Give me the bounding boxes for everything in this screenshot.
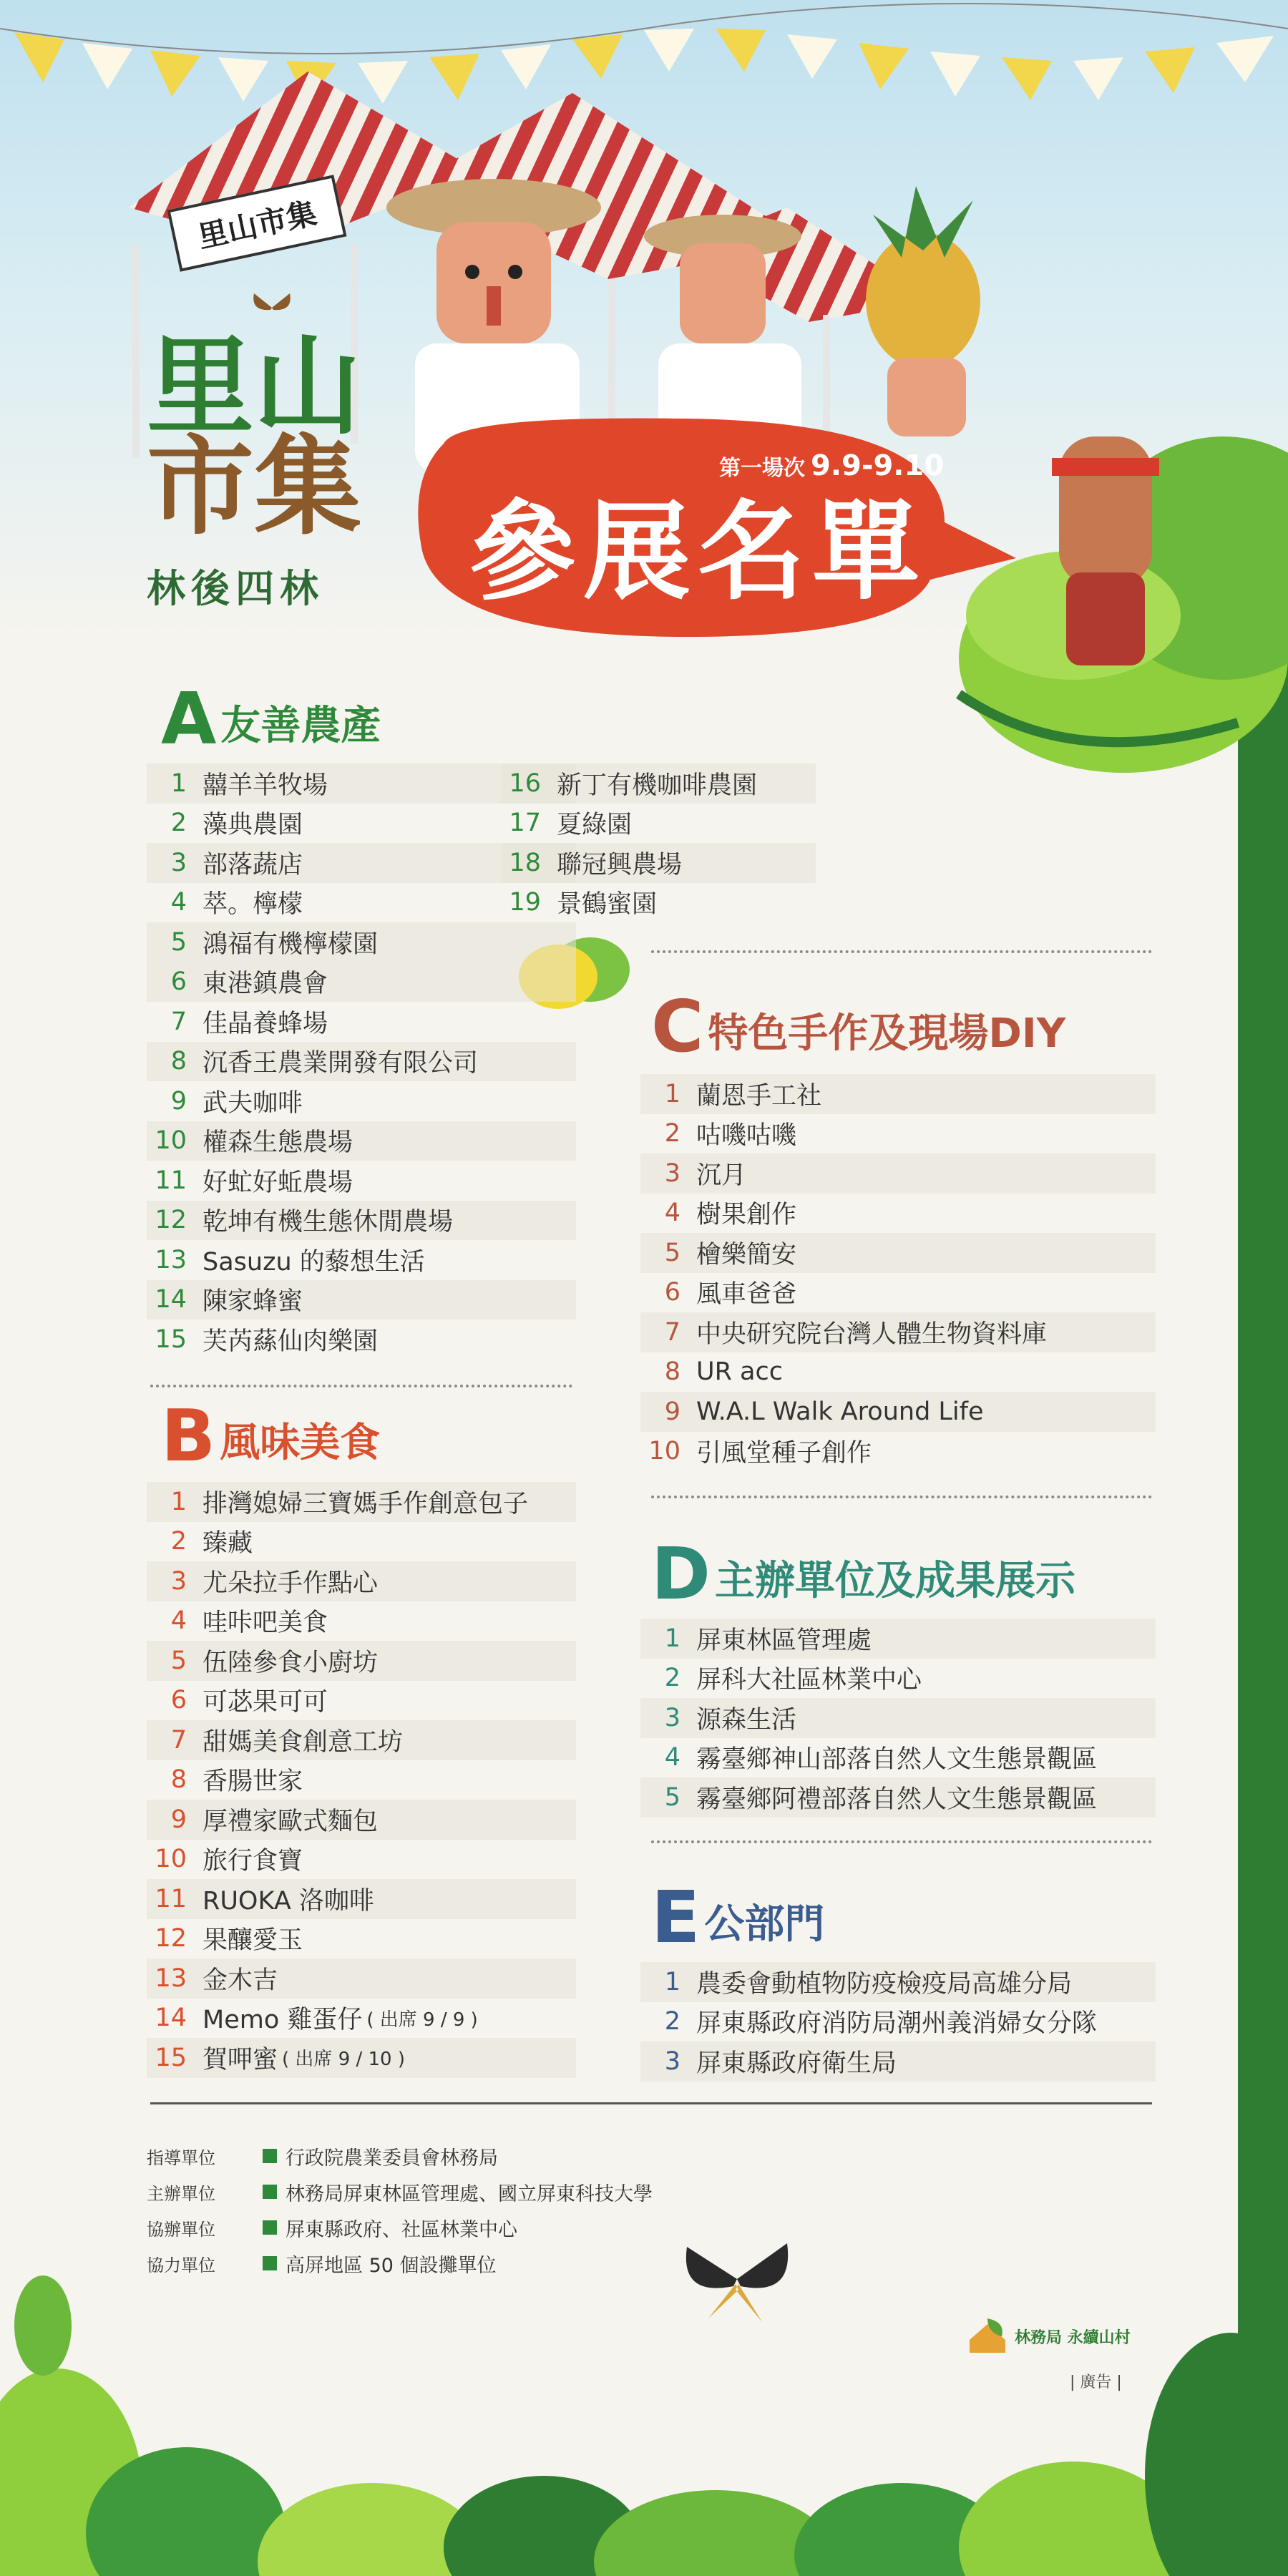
list-item [640,1312,1156,1352]
item-number: 3 [664,1703,680,1732]
event-date-range: 9.9-9.10 [811,449,945,482]
section-b-name: 風味美食 [220,1420,381,1466]
list-item [147,1601,576,1641]
item-number: 13 [155,1963,187,1993]
section-b-list [147,1482,576,2078]
divider [150,1385,572,1387]
item-number: 6 [664,1278,680,1307]
list-item [147,1561,576,1601]
credit-value: 高屏地區 50 個設攤單位 [286,2254,497,2277]
item-number: 15 [155,2043,187,2072]
item-name: 鴻福有機檸檬園 [203,930,379,959]
item-name: Memo 雞蛋仔 [203,2006,363,2035]
section-a-list-2 [147,962,576,1360]
credit-row [147,2174,653,2210]
item-name: 囍羊羊牧場 [203,771,328,800]
item-name: 厚禮家歐式麵包 [203,1807,379,1836]
item-name: 檜樂簡安 [696,1240,797,1269]
item-name: 景鶴蜜園 [557,890,658,919]
item-number: 7 [170,1725,187,1755]
credit-value: 林務局屏東林區管理處、國立屏東科技大學 [286,2182,653,2205]
item-name: 武夫咖啡 [203,1088,303,1118]
item-number: 3 [170,1566,187,1596]
item-name: 果釀愛玉 [203,1926,303,1956]
credit-value: 屏東縣政府、社區林業中心 [286,2218,517,2241]
item-name: 可苾果可可 [203,1688,328,1717]
section-b-letter: B [161,1394,216,1478]
item-name: 引風堂種子創作 [696,1439,872,1468]
list-item [147,1958,576,1999]
item-number: 5 [664,1782,680,1812]
item-number: 6 [170,1686,187,1715]
item-number: 3 [664,2046,680,2076]
list-item [640,1432,1156,1472]
section-c-list [640,1074,1156,1471]
item-number: 4 [664,1743,680,1772]
section-a-title [161,677,381,761]
logo-subtitle: 林後四林 [147,566,324,611]
item-name: 甜媽美食創意工坊 [203,1727,404,1757]
brand-name: 林務局 永續山村 [1015,2328,1131,2347]
section-d-name: 主辦單位及成果展示 [715,1558,1076,1604]
list-item [147,1042,576,1082]
item-note: ( 出席 9 / 9 ) [366,2009,478,2031]
section-d-title [651,1532,1076,1616]
section-e-list [640,1962,1156,2082]
item-name: 夏綠園 [557,811,633,840]
list-item [501,804,816,844]
item-number: 17 [509,809,541,838]
item-number: 14 [155,1285,187,1314]
item-number: 9 [170,1086,187,1116]
item-name: 東港鎮農會 [203,970,328,999]
item-name: 萃。檸檬 [203,890,303,919]
section-a-name: 友善農產 [220,703,381,749]
item-name: 屏東縣政府衛生局 [696,2049,897,2078]
list-item [640,2002,1156,2042]
item-name: 金木吉 [203,1966,278,1995]
list-item [147,1240,576,1280]
list-item [147,1641,576,1681]
list-item [640,1233,1156,1273]
item-name: 霧臺鄉神山部落自然人文生態景觀區 [696,1745,1098,1775]
credit-label: 主辦單位 [147,2183,215,2204]
item-name: 臻藏 [203,1529,253,1558]
item-number: 4 [170,1606,187,1636]
square-bullet-icon [263,2149,277,2163]
item-name: 佳晶養蜂場 [203,1009,328,1038]
item-name: 屏科大社區林業中心 [696,1666,922,1695]
item-number: 1 [170,769,187,798]
item-name: 屏東林區管理處 [696,1626,872,1655]
item-number: 5 [664,1238,680,1267]
ad-label: | 廣告 | [1070,2373,1122,2391]
item-number: 15 [155,1324,187,1354]
section-e-letter: E [651,1875,701,1959]
item-number: 5 [170,1646,187,1675]
credit-row [147,2138,653,2174]
tent-sign-text: 里山市集 [195,195,320,255]
item-number: 10 [155,1845,187,1874]
list-item [147,1840,576,1880]
item-name: 新丁有機咖啡農園 [557,771,758,800]
item-name: 旅行食寶 [203,1847,303,1876]
item-number: 14 [155,2004,187,2033]
item-number: 2 [664,1664,680,1693]
item-number: 7 [664,1317,680,1347]
square-bullet-icon [263,2220,277,2235]
item-name: 哇咔吧美食 [203,1609,328,1638]
item-number: 2 [170,1527,187,1556]
item-name: 部落蔬店 [203,850,303,879]
section-d-letter: D [651,1532,711,1616]
credit-label: 協辦單位 [147,2219,215,2240]
item-name: 中央研究院台灣人體生物資料庫 [696,1319,1048,1349]
item-number: 12 [155,1924,187,1953]
item-number: 18 [509,848,541,877]
list-item [147,2038,576,2078]
section-e-name: 公部門 [704,1901,825,1948]
section-e-title [651,1875,825,1959]
list-item [147,1319,576,1360]
page-title: 參展名單 [469,490,927,615]
list-item [147,962,576,1002]
item-name: 藻典農園 [203,811,303,840]
list-item [147,1002,576,1042]
list-item [147,1522,576,1562]
item-number: 2 [170,809,187,838]
item-number: 4 [664,1199,680,1228]
section-a-letter: A [161,677,217,761]
section-b-title [161,1394,381,1478]
list-item [147,1121,576,1161]
item-name: 權森生態農場 [203,1128,353,1158]
list-item [147,1919,576,1959]
list-item [147,1760,576,1800]
item-name: 沉香王農業開發有限公司 [203,1049,479,1078]
item-name: UR acc [696,1357,783,1387]
list-item [147,1800,576,1840]
item-name: 咕嘰咕嘰 [696,1121,797,1151]
foliage-illustration [0,2261,1288,2576]
item-number: 7 [170,1007,187,1036]
list-item [640,1777,1156,1818]
item-name: 陳家蜂蜜 [203,1287,303,1317]
list-item [147,1201,576,1241]
item-number: 16 [509,769,541,798]
credits-block [147,2138,653,2281]
butterfly-icon [250,290,293,326]
item-name: 排灣媳婦三寶媽手作創意包子 [203,1489,529,1518]
list-item [147,1681,576,1721]
section-d-list [640,1619,1156,1818]
item-number: 11 [155,1884,187,1913]
item-name: W.A.L Walk Around Life [696,1397,984,1426]
item-number: 3 [170,848,187,877]
item-number: 1 [664,1624,680,1653]
item-name: 樹果創作 [696,1201,797,1230]
credit-label: 協力單位 [147,2255,215,2275]
item-number: 1 [664,1079,680,1108]
item-note: ( 出席 9 / 10 ) [282,2049,406,2071]
item-number: 9 [170,1805,187,1834]
list-item [640,1114,1156,1154]
item-name: RUOKA 洛咖啡 [203,1886,374,1916]
item-number: 10 [648,1437,680,1466]
list-item [501,843,816,883]
list-item [640,1194,1156,1234]
item-name: 沉月 [696,1161,747,1190]
list-item [640,1962,1156,2002]
list-item [147,922,576,962]
tree-illustration [887,429,1288,2576]
list-item [147,1081,576,1121]
item-name: 聯冠興農場 [557,850,683,879]
item-number: 19 [509,888,541,917]
logo-line2: 市集 [147,424,362,550]
list-item [640,1738,1156,1778]
item-number: 4 [170,888,187,917]
footer-divider [150,2102,1152,2104]
logo-line1: 里山 [147,323,362,449]
list-item [640,1074,1156,1114]
divider [651,1496,1152,1498]
item-name: 霧臺鄉阿禮部落自然人文生態景觀區 [696,1785,1098,1814]
item-number: 5 [170,927,187,957]
list-item [640,1352,1156,1392]
item-number: 8 [664,1357,680,1387]
list-item [640,1273,1156,1313]
list-item [147,1482,576,1522]
credit-value: 行政院農業委員會林務局 [286,2147,498,2170]
credit-row [147,2210,653,2245]
item-number: 2 [664,1119,680,1148]
item-name: 農委會動植物防疫檢疫局高雄分局 [696,1969,1073,1999]
item-number: 3 [664,1158,680,1188]
item-name: Sasuzu 的藜想生活 [203,1247,425,1277]
item-number: 2 [664,2007,680,2036]
item-number: 8 [170,1047,187,1076]
list-item [147,1720,576,1760]
list-item [501,763,816,804]
item-number: 9 [664,1397,680,1426]
item-name: 香腸世家 [203,1767,303,1797]
list-item [147,1161,576,1201]
divider [651,950,1152,953]
list-item [501,883,816,923]
section-c-title [651,985,1066,1068]
item-name: 乾坤有機生態休閒農場 [203,1208,454,1237]
list-item [640,1698,1156,1738]
item-name: 蘭恩手工社 [696,1081,822,1111]
item-number: 12 [155,1206,187,1235]
list-item [147,1999,576,2039]
item-name: 風車爸爸 [696,1280,797,1309]
item-name: 伍陸參食小廚坊 [203,1648,379,1677]
item-number: 13 [155,1245,187,1274]
item-name: 好虻好蚯農場 [203,1168,353,1197]
square-bullet-icon [263,2185,277,2199]
section-c-letter: C [651,985,704,1068]
item-name: 源森生活 [696,1705,797,1735]
item-number: 10 [155,1126,187,1156]
item-number: 1 [664,1967,680,1996]
list-item [640,1153,1156,1194]
item-name: 芙芮蕬仙肉樂園 [203,1327,379,1356]
list-item [147,1280,576,1320]
list-item [640,1392,1156,1432]
list-item [147,1879,576,1919]
item-name: 尤朵拉手作點心 [203,1568,379,1598]
divider [651,1840,1152,1843]
section-a-list-3 [501,763,816,922]
list-item [640,1659,1156,1699]
credit-label: 指導單位 [147,2147,215,2168]
item-number: 1 [170,1487,187,1516]
list-item [640,1619,1156,1659]
event-date-prefix: 第一場次 [719,456,805,481]
item-name: 屏東縣政府消防局潮州義消婦女分隊 [696,2009,1098,2039]
item-number: 6 [170,967,187,997]
item-number: 8 [170,1765,187,1795]
item-number: 11 [155,1166,187,1195]
list-item [640,2041,1156,2082]
section-c-name: 特色手作及現場DIY [708,1010,1066,1057]
item-name: 賀呷蜜 [203,2045,278,2074]
